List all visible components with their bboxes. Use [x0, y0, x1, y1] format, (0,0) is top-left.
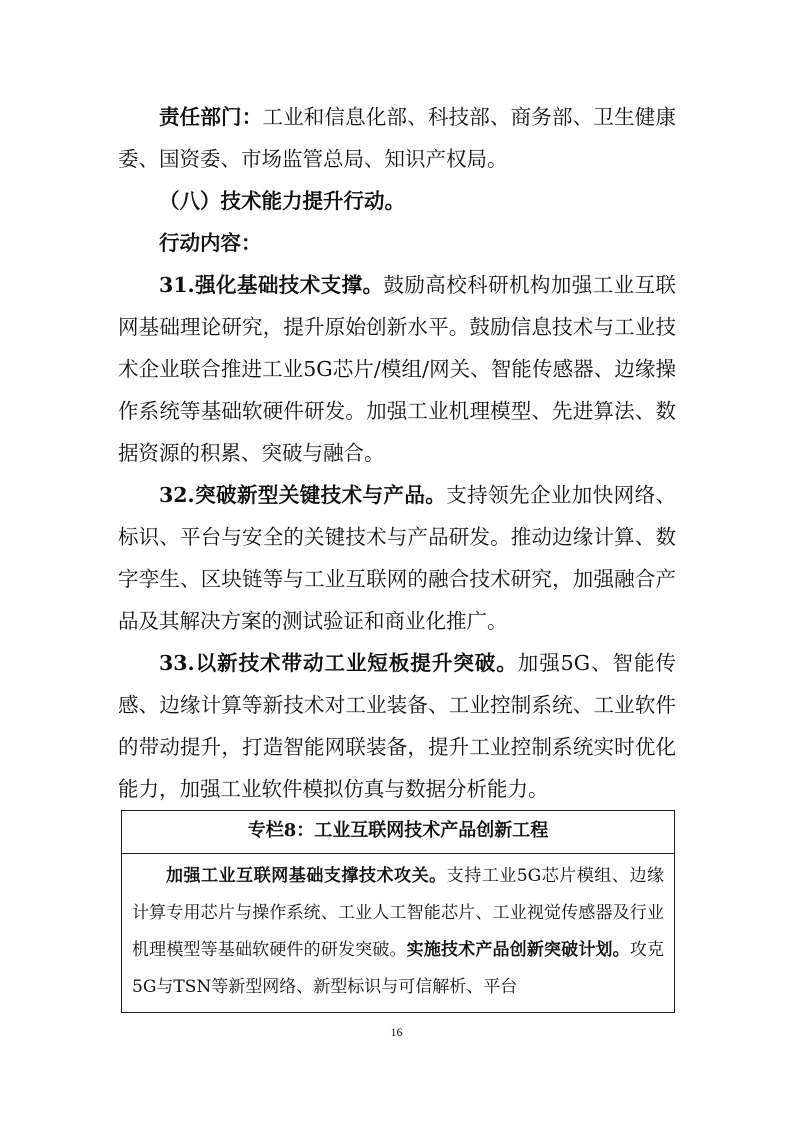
content-label: 行动内容：	[159, 231, 262, 255]
box-bold-1: 加强工业互联网基础支撑技术攻关。	[166, 866, 447, 886]
responsible-departments	[118, 96, 676, 180]
item-32-text: 支持领先企业加快网络、标识、平台与安全的关键技术与产品研发。推动边缘计算、数字孪生、区块链等与工业互联网的融合技术研究，加强融合产品及其解决方案的测试验证和商业化推广。	[118, 483, 677, 633]
item-31-label: 31.强化基础技术支撑。	[159, 273, 384, 297]
page-number: 16	[390, 1025, 403, 1039]
item-32-label: 32.突破新型关键技术与产品。	[159, 483, 447, 507]
column-box-body	[122, 854, 674, 1012]
item-31-text: 鼓励高校科研机构加强工业互联网基础理论研究，提升原始创新水平。鼓励信息技术与工业技术企业联合推进工业5G芯片/模组/网关、智能传感器、边缘操作系统等基础软硬件研发。加强工业机理模型、先进算法、数据资源的积累、突破与融合。	[118, 273, 676, 465]
box-bold-2: 实施技术产品创新突破计划。	[406, 940, 630, 960]
item-33-label: 33.以新技术带动工业短板提升突破。	[159, 651, 518, 675]
column-box	[121, 810, 675, 1013]
column-box-title: 专栏8：工业互联网技术产品创新工程	[122, 811, 674, 854]
box-text-2: 攻克5G与TSN等新型网络、新型标识与可信解析、平台	[132, 940, 665, 997]
item-33-text: 加强5G、智能传感、边缘计算等新技术对工业装备、工业控制系统、工业软件的带动提升，打造智能网联装备，提升工业控制系统实时优化能力，加强工业软件模拟仿真与数据分析能力。	[118, 651, 676, 801]
body-text	[118, 96, 676, 810]
dept-text: 工业和信息化部、科技部、商务部、卫生健康委、国资委、市场监管总局、知识产权局。	[118, 105, 676, 171]
item-31	[118, 264, 676, 474]
column-box-paragraph	[132, 858, 664, 1006]
item-32	[118, 474, 676, 642]
item-33	[118, 642, 676, 810]
section-heading: （八）技术能力提升行动。	[159, 189, 405, 213]
dept-label: 责任部门：	[159, 105, 263, 129]
box-text-1: 支持工业5G芯片模组、边缘计算专用芯片与操作系统、工业人工智能芯片、工业视觉传感器及行业机理模型等基础软硬件的研发突破。	[132, 866, 664, 960]
